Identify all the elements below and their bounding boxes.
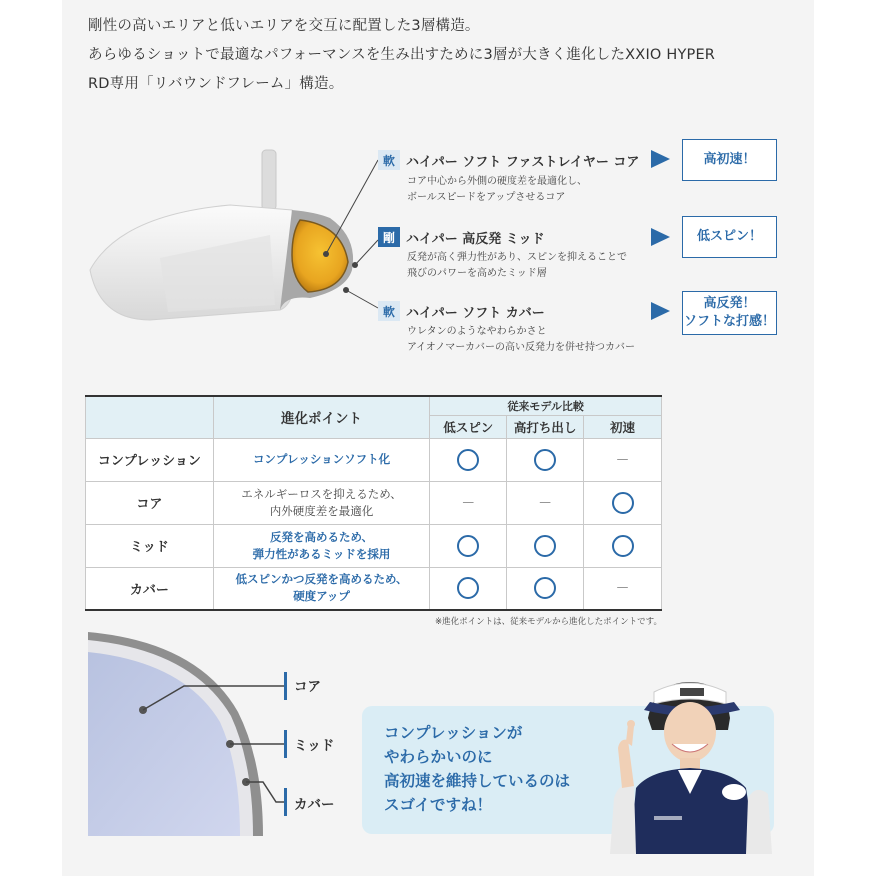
table-row — [86, 438, 662, 481]
row-point: エネルギーロスを抑えるため、 内外硬度差を最適化 — [213, 481, 430, 524]
row-point: コンプレッションソフト化 — [213, 438, 430, 481]
table-header-col: 低スピン — [430, 415, 507, 438]
layer-core-description: コア中心から外側の硬度差を最適化し、 ボールスピードをアップさせるコア — [407, 176, 587, 203]
intro-line-3: RD専用「リバウンドフレーム」構造。 — [88, 76, 344, 92]
arrow-right-icon — [651, 302, 670, 320]
mark-circle — [584, 524, 662, 567]
layer-cover-heading — [378, 299, 545, 323]
mark-dash: － — [584, 567, 662, 610]
row-label: コンプレッション — [86, 438, 214, 481]
row-label: カバー — [86, 567, 214, 610]
intro-text — [88, 12, 788, 99]
row-point: 反発を高めるため、 弾力性があるミッドを採用 — [213, 524, 430, 567]
row-label: コア — [86, 481, 214, 524]
table-row — [86, 567, 662, 610]
label-core: コア — [294, 679, 321, 695]
table-header-compare: 従来モデル比較 — [430, 396, 662, 415]
ball-cutaway-illustration — [80, 140, 380, 350]
effect-high-rebound: 高反発！ ソフトな打感！ — [682, 291, 777, 335]
mark-circle — [584, 481, 662, 524]
layer-cover-description: ウレタンのようなやわらかさと アイオノマーカバーの高い反発力を併せ持つカバー — [407, 326, 635, 353]
mark-circle — [507, 524, 584, 567]
table-row — [86, 481, 662, 524]
label-cover: カバー — [294, 797, 335, 813]
effect-high-speed: 高初速！ — [682, 139, 777, 181]
arrow-right-icon — [651, 150, 670, 168]
table-row — [86, 524, 662, 567]
table-footnote: ※進化ポイントは、従来モデルから進化したポイントです。 — [434, 617, 662, 627]
row-point: 低スピンかつ反発を高めるため、 硬度アップ — [213, 567, 430, 610]
comparison-table — [85, 395, 662, 611]
row-label: ミッド — [86, 524, 214, 567]
table-header-point: 進化ポイント — [213, 396, 430, 438]
layer-mid-name: ハイパー 高反発 ミッド — [406, 231, 545, 247]
soft-badge: 軟 — [378, 301, 400, 321]
golfer-photo — [600, 668, 780, 854]
hard-badge: 剛 — [378, 227, 400, 247]
table-header-col: 初速 — [584, 415, 662, 438]
mark-circle — [430, 567, 507, 610]
label-mid: ミッド — [294, 738, 335, 754]
mark-dash: － — [507, 481, 584, 524]
table-header-col: 高打ち出し — [507, 415, 584, 438]
layer-core-name: ハイパー ソフト ファストレイヤー コア — [406, 154, 640, 170]
mark-circle — [507, 438, 584, 481]
table-corner-cell — [86, 396, 214, 438]
effect-low-spin: 低スピン！ — [682, 216, 777, 258]
mark-circle — [430, 438, 507, 481]
layer-mid-heading — [378, 225, 545, 249]
layer-mid-description: 反発が高く弾力性があり、スピンを抑えることで 飛びのパワーを高めたミッド層 — [407, 252, 627, 279]
soft-badge: 軟 — [378, 150, 400, 170]
speech-bubble-text: コンプレッションが やわらかいのに 高初速を維持しているのは スゴイですね！ — [384, 724, 571, 814]
intro-line-1: 剛性の高いエリアと低いエリアを交互に配置した3層構造。 — [88, 18, 480, 34]
arrow-right-icon — [651, 228, 670, 246]
mark-dash: － — [584, 438, 662, 481]
mark-dash: － — [430, 481, 507, 524]
mark-circle — [507, 567, 584, 610]
layer-cover-name: ハイパー ソフト カバー — [406, 305, 545, 321]
intro-line-2: あらゆるショットで最適なパフォーマンスを生み出すために3層が大きく進化したXXIO HYPER — [88, 47, 716, 63]
mark-circle — [430, 524, 507, 567]
layer-core-heading — [378, 148, 639, 172]
